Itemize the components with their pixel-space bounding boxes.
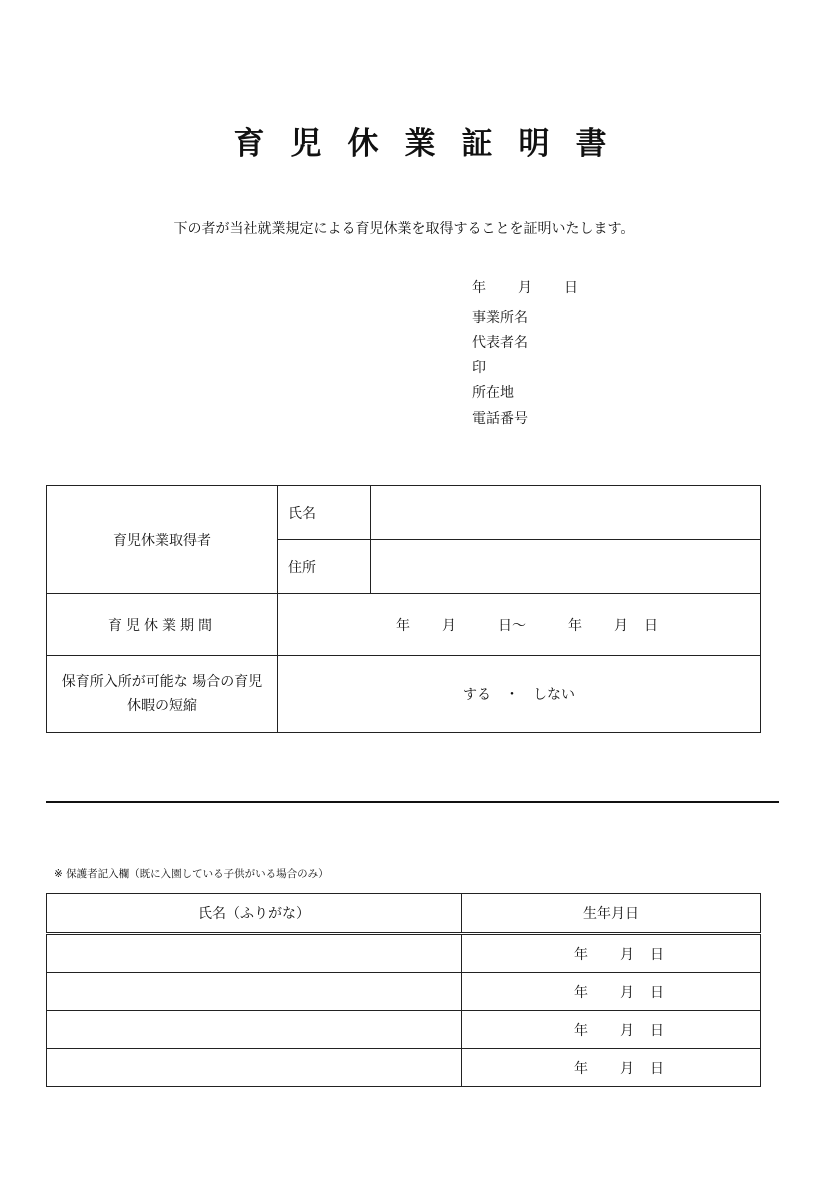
office-name-label: 事業所名 [472, 310, 528, 326]
period-month-start: 月 [442, 617, 456, 634]
address-field[interactable] [371, 540, 761, 594]
seal-label: 印 [472, 360, 486, 376]
taker-label: 育児休業取得者 [47, 486, 278, 594]
period-year-end: 年 [568, 617, 582, 634]
shorten-options[interactable]: する ・ しない [278, 656, 761, 733]
leave-table [46, 485, 761, 733]
document-title: 育児休業証明書 [233, 126, 633, 162]
birth-year: 年 [574, 1060, 588, 1077]
table-row [47, 934, 761, 973]
period-month-end: 月 [614, 617, 628, 634]
address-label: 所在地 [472, 385, 514, 401]
period-label: 育児休業期間 [47, 594, 278, 656]
guardian-note: ※ 保護者記入欄（既に入園している子供がいる場合のみ） [54, 868, 329, 880]
birthdate-field[interactable] [462, 934, 761, 973]
birth-year: 年 [574, 1022, 588, 1039]
birth-day: 日 [650, 1060, 664, 1077]
birthdate-field[interactable] [462, 973, 761, 1011]
guardian-table [46, 893, 761, 1087]
name-field[interactable] [371, 486, 761, 540]
birth-month: 月 [620, 1022, 634, 1039]
phone-label: 電話番号 [472, 411, 528, 427]
period-field[interactable] [278, 594, 761, 656]
name-label: 氏名 [278, 486, 371, 540]
col-birth-header: 生年月日 [462, 894, 761, 934]
representative-label: 代表者名 [472, 335, 528, 351]
address-field-label: 住所 [278, 540, 371, 594]
birth-month: 月 [620, 984, 634, 1001]
child-name-field[interactable] [47, 1011, 462, 1049]
period-day-start: 日～ [498, 617, 526, 634]
shorten-label: 保育所入所が可能な 場合の育児休暇の短縮 [47, 656, 278, 733]
birth-month: 月 [620, 946, 634, 963]
child-name-field[interactable] [47, 1049, 462, 1087]
section-divider [46, 801, 779, 803]
child-name-field[interactable] [47, 934, 462, 973]
birthdate-field[interactable] [462, 1049, 761, 1087]
birth-day: 日 [650, 984, 664, 1001]
issue-date [472, 277, 578, 297]
date-day: 日 [564, 280, 578, 296]
date-year: 年 [472, 280, 486, 296]
date-month: 月 [518, 280, 532, 296]
col-name-header: 氏名（ふりがな） [47, 894, 462, 934]
birth-day: 日 [650, 946, 664, 963]
period-day-end: 日 [644, 617, 658, 634]
birth-year: 年 [574, 984, 588, 1001]
table-row [47, 1049, 761, 1087]
birth-year: 年 [574, 946, 588, 963]
birth-month: 月 [620, 1060, 634, 1077]
birth-day: 日 [650, 1022, 664, 1039]
birthdate-field[interactable] [462, 1011, 761, 1049]
period-year-start: 年 [396, 617, 410, 634]
intro-text: 下の者が当社就業規定による育児休業を取得することを証明いたします。 [173, 221, 635, 237]
child-name-field[interactable] [47, 973, 462, 1011]
table-row [47, 973, 761, 1011]
table-row [47, 1011, 761, 1049]
